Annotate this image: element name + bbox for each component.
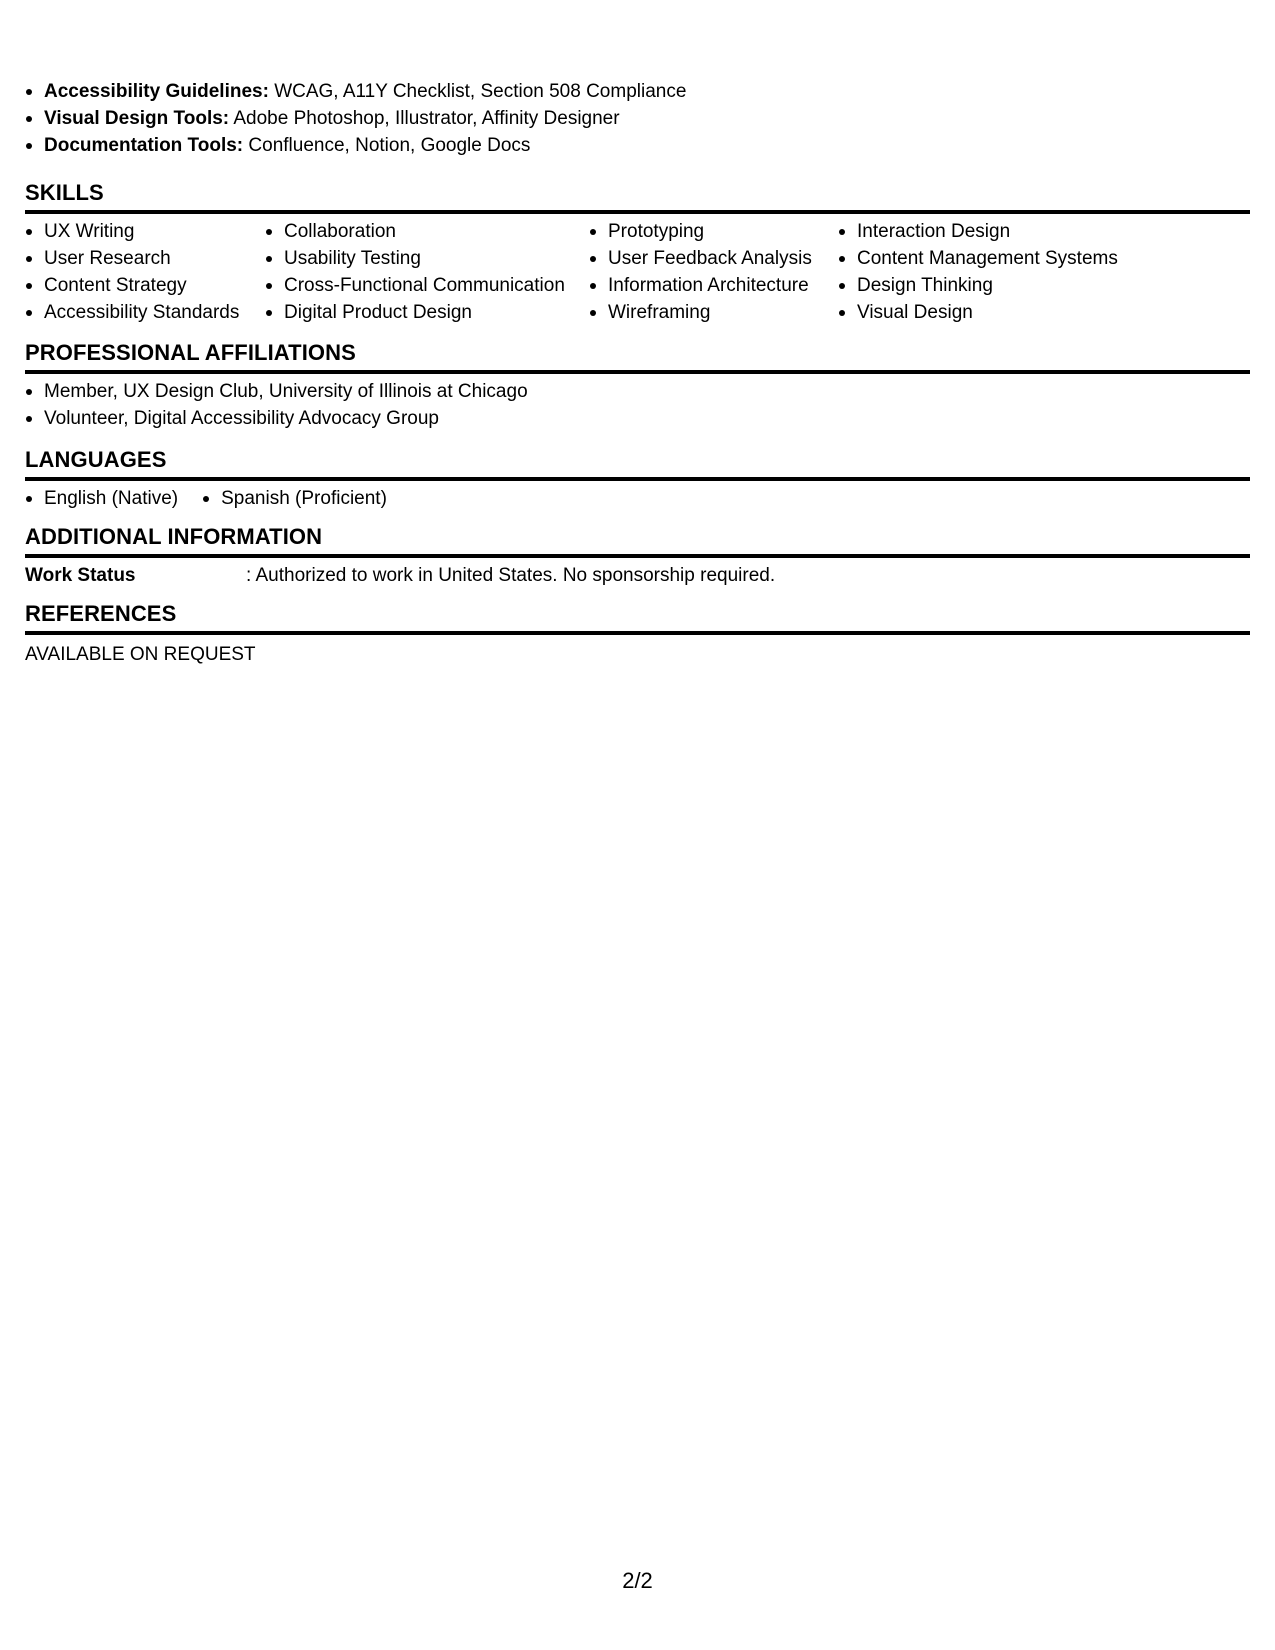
skill-item: UX Writing	[25, 218, 265, 245]
tools-item-value: WCAG, A11Y Checklist, Section 508 Compliance	[268, 81, 687, 102]
skill-item: Visual Design	[838, 299, 1138, 326]
references-section	[25, 601, 1250, 668]
section-title-skills: SKILLS	[25, 180, 1250, 214]
skill-item: Content Strategy	[25, 272, 265, 299]
skills-column	[589, 218, 838, 326]
affiliation-item: Member, UX Design Club, University of Illinois at Chicago	[25, 378, 1250, 405]
skill-item: Content Management Systems	[838, 245, 1138, 272]
affiliations-list	[25, 378, 1250, 432]
section-title-references: REFERENCES	[25, 601, 1250, 635]
tools-item-visual-design	[25, 105, 1250, 132]
page-number: 2/2	[622, 1568, 653, 1593]
tools-list	[25, 78, 1250, 159]
work-status-label: Work Status	[25, 565, 136, 586]
section-title-affiliations: PROFESSIONAL AFFILIATIONS	[25, 340, 1250, 374]
tools-item-value: Confluence, Notion, Google Docs	[243, 135, 531, 156]
references-text: AVAILABLE ON REQUEST	[25, 644, 256, 665]
skill-item: Collaboration	[265, 218, 589, 245]
work-status-row	[25, 562, 1250, 589]
tools-item-label: Documentation Tools:	[44, 135, 244, 156]
tools-item-label: Accessibility Guidelines:	[44, 81, 269, 102]
section-title-languages: LANGUAGES	[25, 447, 1250, 481]
tools-item-documentation	[25, 132, 1250, 159]
skill-item: Accessibility Standards	[25, 299, 265, 326]
skill-item: Digital Product Design	[265, 299, 589, 326]
skill-item: User Feedback Analysis	[589, 245, 838, 272]
languages-section	[25, 447, 1250, 512]
language-item: Spanish (Proficient)	[202, 485, 387, 512]
resume-page	[25, 78, 1250, 668]
tools-item-value: Adobe Photoshop, Illustrator, Affinity Designer	[229, 108, 620, 129]
tools-item-label: Visual Design Tools:	[44, 108, 230, 129]
skills-column	[265, 218, 589, 326]
skill-item: Interaction Design	[838, 218, 1138, 245]
additional-info-section	[25, 524, 1250, 589]
skills-section	[25, 180, 1250, 326]
affiliation-item: Volunteer, Digital Accessibility Advocacy Group	[25, 405, 1250, 432]
skill-item: Design Thinking	[838, 272, 1138, 299]
language-item: English (Native)	[25, 485, 178, 512]
languages-list	[25, 485, 1250, 512]
affiliations-section	[25, 340, 1250, 432]
skill-item: Information Architecture	[589, 272, 838, 299]
skills-column	[838, 218, 1138, 326]
skills-grid	[25, 218, 1250, 326]
skills-column	[25, 218, 265, 326]
skill-item: Cross-Functional Communication	[265, 272, 589, 299]
tools-item-accessibility	[25, 78, 1250, 105]
skill-item: Usability Testing	[265, 245, 589, 272]
skill-item: Wireframing	[589, 299, 838, 326]
section-title-additional-info: ADDITIONAL INFORMATION	[25, 524, 1250, 558]
work-status-value: : Authorized to work in United States. No sponsorship required.	[246, 565, 776, 586]
skill-item: User Research	[25, 245, 265, 272]
skill-item: Prototyping	[589, 218, 838, 245]
